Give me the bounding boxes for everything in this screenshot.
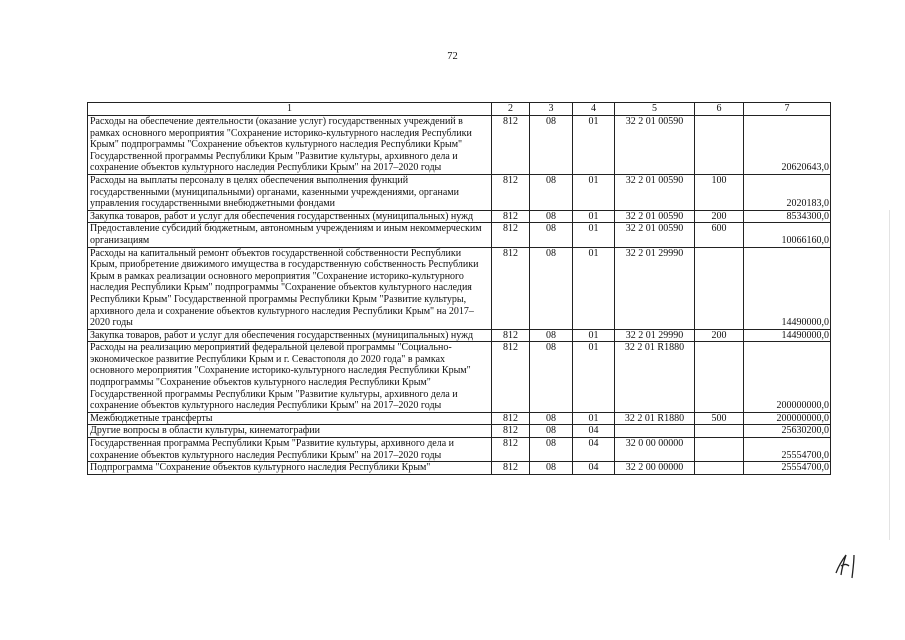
header-row bbox=[88, 103, 831, 116]
table-row bbox=[88, 174, 831, 210]
row-amount: 20620643,0 bbox=[744, 116, 831, 175]
row-description: Расходы на выплаты персоналу в целях обеспечения выполнения функций государственными (муниципальными) органами, казенными учреждениями, органами управления государственными внебюджетными фондами bbox=[88, 174, 492, 210]
header-col-3: 3 bbox=[530, 103, 573, 116]
table-row bbox=[88, 412, 831, 425]
header-col-6: 6 bbox=[695, 103, 744, 116]
table-row bbox=[88, 223, 831, 247]
row-amount: 2020183,0 bbox=[744, 174, 831, 210]
row-amount: 25630200,0 bbox=[744, 425, 831, 438]
header-col-4: 4 bbox=[573, 103, 615, 116]
row-ministry-code: 812 bbox=[492, 223, 530, 247]
table-row bbox=[88, 425, 831, 438]
row-description: Предоставление субсидий бюджетным, автономным учреждениям и иным некоммерческим организациям bbox=[88, 223, 492, 247]
row-subsection: 01 bbox=[573, 412, 615, 425]
row-target-article: 32 2 00 00000 bbox=[615, 462, 695, 475]
row-expense-type bbox=[695, 462, 744, 475]
scan-edge-line bbox=[889, 210, 890, 540]
row-target-article bbox=[615, 425, 695, 438]
header-col-2: 2 bbox=[492, 103, 530, 116]
row-amount: 14490000,0 bbox=[744, 247, 831, 329]
row-section: 08 bbox=[530, 462, 573, 475]
row-subsection: 04 bbox=[573, 462, 615, 475]
row-target-article: 32 0 00 00000 bbox=[615, 438, 695, 462]
row-subsection: 04 bbox=[573, 438, 615, 462]
row-description: Другие вопросы в области культуры, кинематографии bbox=[88, 425, 492, 438]
row-ministry-code: 812 bbox=[492, 342, 530, 413]
row-target-article: 32 2 01 29990 bbox=[615, 329, 695, 342]
row-amount: 200000000,0 bbox=[744, 412, 831, 425]
table-row bbox=[88, 210, 831, 223]
row-ministry-code: 812 bbox=[492, 438, 530, 462]
row-expense-type: 200 bbox=[695, 210, 744, 223]
row-description: Подпрограмма "Сохранение объектов культурного наследия Республики Крым" bbox=[88, 462, 492, 475]
row-target-article: 32 2 01 R1880 bbox=[615, 412, 695, 425]
row-section: 08 bbox=[530, 210, 573, 223]
table-row bbox=[88, 329, 831, 342]
row-target-article: 32 2 01 00590 bbox=[615, 210, 695, 223]
row-ministry-code: 812 bbox=[492, 247, 530, 329]
row-ministry-code: 812 bbox=[492, 116, 530, 175]
row-description: Закупка товаров, работ и услуг для обеспечения государственных (муниципальных) нужд bbox=[88, 210, 492, 223]
row-section: 08 bbox=[530, 438, 573, 462]
row-target-article: 32 2 01 00590 bbox=[615, 116, 695, 175]
table-row bbox=[88, 247, 831, 329]
row-section: 08 bbox=[530, 329, 573, 342]
row-ministry-code: 812 bbox=[492, 210, 530, 223]
row-ministry-code: 812 bbox=[492, 462, 530, 475]
row-section: 08 bbox=[530, 116, 573, 175]
row-subsection: 01 bbox=[573, 116, 615, 175]
row-ministry-code: 812 bbox=[492, 425, 530, 438]
header-col-7: 7 bbox=[744, 103, 831, 116]
row-description: Закупка товаров, работ и услуг для обеспечения государственных (муниципальных) нужд bbox=[88, 329, 492, 342]
table-row bbox=[88, 462, 831, 475]
row-expense-type bbox=[695, 438, 744, 462]
row-subsection: 01 bbox=[573, 247, 615, 329]
row-amount: 8534300,0 bbox=[744, 210, 831, 223]
row-expense-type bbox=[695, 247, 744, 329]
row-ministry-code: 812 bbox=[492, 412, 530, 425]
row-section: 08 bbox=[530, 412, 573, 425]
row-subsection: 01 bbox=[573, 223, 615, 247]
row-expense-type: 600 bbox=[695, 223, 744, 247]
table-row bbox=[88, 342, 831, 413]
table-row bbox=[88, 438, 831, 462]
budget-table bbox=[87, 102, 831, 475]
row-expense-type: 100 bbox=[695, 174, 744, 210]
table-row bbox=[88, 116, 831, 175]
row-description: Расходы на обеспечение деятельности (оказание услуг) государственных учреждений в рамках основного мероприятия "Сохранение историко-культурного наследия Республики Крым" подпрограммы "Сохранение объектов культурного наследия Республики Крым" Государственной программы Республики Крым "Развитие культуры, архивного дела и сохранение объектов культурного наследия Республики Крым" на 2017–2020 годы bbox=[88, 116, 492, 175]
handwritten-page-mark bbox=[833, 551, 863, 581]
row-subsection: 01 bbox=[573, 342, 615, 413]
header-col-5: 5 bbox=[615, 103, 695, 116]
row-section: 08 bbox=[530, 247, 573, 329]
row-expense-type bbox=[695, 425, 744, 438]
row-expense-type bbox=[695, 116, 744, 175]
row-description: Межбюджетные трансферты bbox=[88, 412, 492, 425]
row-ministry-code: 812 bbox=[492, 329, 530, 342]
row-description: Расходы на реализацию мероприятий федеральной целевой программы "Социально-экономическое развитие Республики Крым и г. Севастополя до 2020 года" в рамках основного мероприятия "Сохранение историко-культурного наследия Республики Крым" подпрограммы "Сохранение объектов культурного наследия Республики Крым" Государственной программы Республики Крым "Развитие культуры, архивного дела и сохранение объектов культурного наследия Республики Крым" на 2017–2020 годы bbox=[88, 342, 492, 413]
row-target-article: 32 2 01 29990 bbox=[615, 247, 695, 329]
row-target-article: 32 2 01 R1880 bbox=[615, 342, 695, 413]
row-description: Расходы на капитальный ремонт объектов государственной собственности Республики Крым, приобретение движимого имущества в государственную собственность Республики Крым в рамках реализации основного мероприятия "Сохранение историко-культурного наследия Республики Крым" подпрограммы "Сохранение объектов культурного наследия Республики Крым" Государственной программы Республики Крым "Развитие культуры, архивного дела и сохранение объектов культурного наследия Республики Крым" на 2017–2020 годы bbox=[88, 247, 492, 329]
row-section: 08 bbox=[530, 174, 573, 210]
row-expense-type bbox=[695, 342, 744, 413]
row-description: Государственная программа Республики Крым "Развитие культуры, архивного дела и сохранение объектов культурного наследия Республики Крым" на 2017–2020 годы bbox=[88, 438, 492, 462]
row-subsection: 01 bbox=[573, 210, 615, 223]
row-subsection: 01 bbox=[573, 329, 615, 342]
row-expense-type: 500 bbox=[695, 412, 744, 425]
header-col-1: 1 bbox=[88, 103, 492, 116]
row-section: 08 bbox=[530, 342, 573, 413]
page-number: 72 bbox=[447, 51, 458, 62]
row-amount: 10066160,0 bbox=[744, 223, 831, 247]
row-target-article: 32 2 01 00590 bbox=[615, 174, 695, 210]
row-amount: 200000000,0 bbox=[744, 342, 831, 413]
row-subsection: 04 bbox=[573, 425, 615, 438]
row-amount: 25554700,0 bbox=[744, 438, 831, 462]
row-ministry-code: 812 bbox=[492, 174, 530, 210]
row-target-article: 32 2 01 00590 bbox=[615, 223, 695, 247]
row-amount: 25554700,0 bbox=[744, 462, 831, 475]
row-subsection: 01 bbox=[573, 174, 615, 210]
row-section: 08 bbox=[530, 223, 573, 247]
row-section: 08 bbox=[530, 425, 573, 438]
row-expense-type: 200 bbox=[695, 329, 744, 342]
row-amount: 14490000,0 bbox=[744, 329, 831, 342]
